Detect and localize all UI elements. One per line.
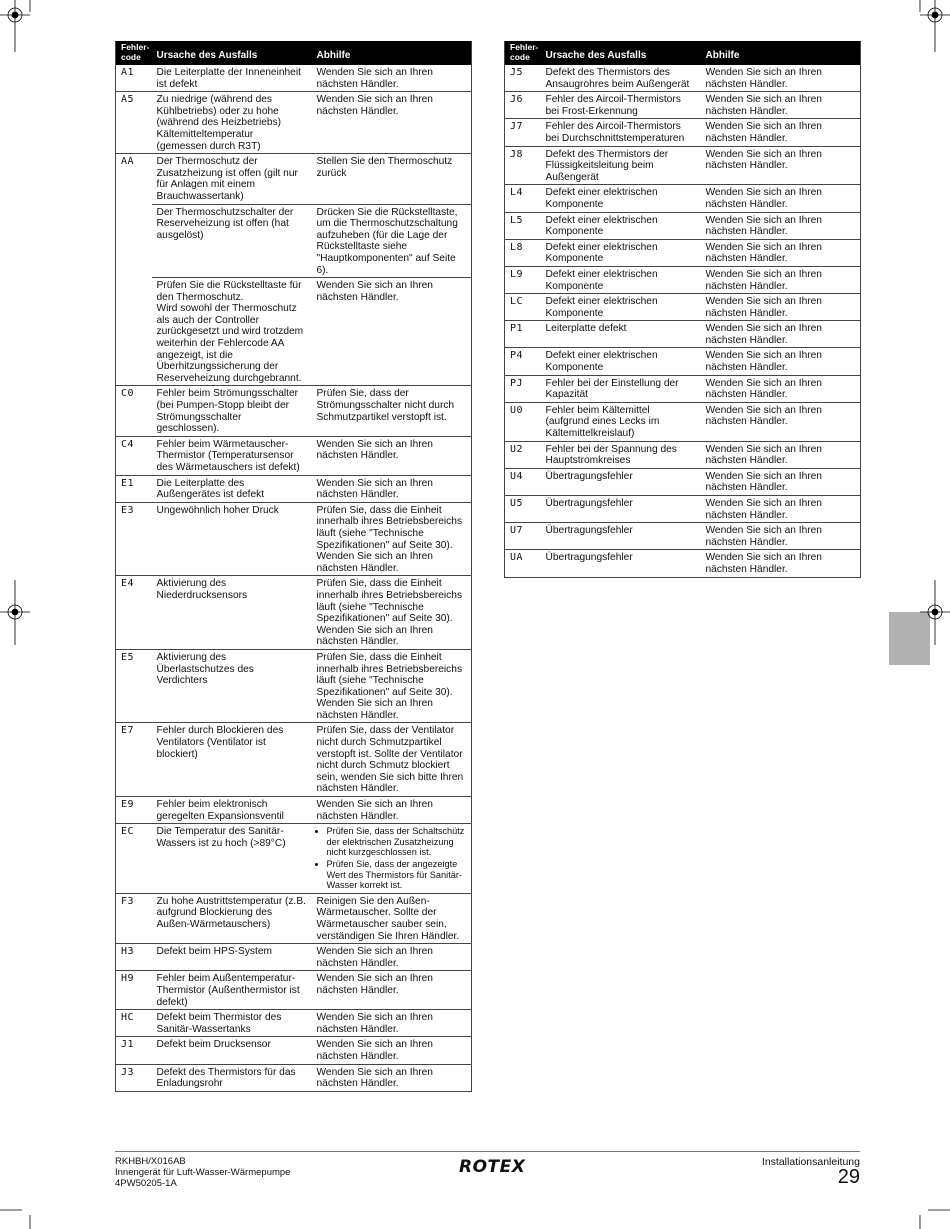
fault-code	[116, 204, 152, 278]
fault-remedy: Wenden Sie sich an Ihren nächsten Händler.	[312, 944, 472, 971]
fault-cause: Zu hohe Austrittstemperatur (z.B. aufgrund Blockierung des Außen-Wärmetauschers)	[152, 893, 312, 943]
fault-cause: Übertragungsfehler	[541, 550, 701, 577]
fault-code: E9	[116, 797, 152, 824]
fault-cause: Fehler beim Strömungsschalter (bei Pumpen-Stopp bleibt der Strömungsschalter geschlossen).	[152, 386, 312, 436]
fault-cause: Fehler beim elektronisch geregelten Expansionsventil	[152, 797, 312, 824]
fault-cause: Fehler bei der Spannung des Hauptstromkreises	[541, 441, 701, 468]
fault-remedy: Prüfen Sie, dass der Ventilator nicht durch Schmutzpartikel verstopft ist. Sollte der Ventilator nicht durch Schmutz blockiert sein, wenden Sie sich bitte Ihren nächsten Händler.	[312, 723, 472, 797]
fault-cause: Übertragungsfehler	[541, 523, 701, 550]
section-tab-marker	[889, 612, 930, 665]
header-code: Fehler- code	[116, 41, 152, 65]
fault-cause: Defekt einer elektrischen Komponente	[541, 239, 701, 266]
table-row	[116, 65, 472, 92]
table-row	[505, 348, 861, 375]
table-row	[505, 496, 861, 523]
fault-code: PJ	[505, 375, 541, 402]
fault-remedy: Reinigen Sie den Außen-Wärmetauscher. Sollte der Wärmetauscher sauber sein, verständigen Sie Ihren Händler.	[312, 893, 472, 943]
header-cause: Ursache des Ausfalls	[541, 41, 701, 65]
fault-code: P4	[505, 348, 541, 375]
fault-code: C4	[116, 436, 152, 475]
fault-remedy: Wenden Sie sich an Ihren nächsten Händler.	[312, 92, 472, 154]
fault-remedy: Wenden Sie sich an Ihren nächsten Händler.	[701, 375, 861, 402]
table-row	[505, 550, 861, 577]
fault-remedy: Wenden Sie sich an Ihren nächsten Händler.	[701, 119, 861, 146]
fault-code: E4	[116, 576, 152, 650]
fault-code: J5	[505, 65, 541, 92]
fault-code: U0	[505, 402, 541, 441]
footer-left	[115, 1156, 290, 1189]
table-row	[505, 375, 861, 402]
fault-remedy: Wenden Sie sich an Ihren nächsten Händler.	[701, 294, 861, 321]
table-row	[505, 92, 861, 119]
fault-cause: Leiterplatte defekt	[541, 321, 701, 348]
fault-remedy: Prüfen Sie, dass die Einheit innerhalb ihres Betriebsbereichs läuft (siehe "Technische Spezifikationen" auf Seite 30). Wenden Sie sich an Ihren nächsten Händler.	[312, 576, 472, 650]
fault-cause: Defekt des Thermistors des Ansaugrohres beim Außengerät	[541, 65, 701, 92]
fault-remedy: Wenden Sie sich an Ihren nächsten Händler.	[312, 65, 472, 92]
table-row	[116, 475, 472, 502]
fault-cause: Fehler des Aircoil-Thermistors bei Durchschnittstemperaturen	[541, 119, 701, 146]
fault-remedy: Wenden Sie sich an Ihren nächsten Händler.	[312, 475, 472, 502]
fault-table-right	[504, 41, 861, 578]
brand-logo: ROTEX	[459, 1157, 526, 1177]
table-row	[505, 146, 861, 185]
fault-remedy	[312, 824, 472, 894]
table-row	[505, 441, 861, 468]
fault-remedy: Wenden Sie sich an Ihren nächsten Händler.	[312, 1010, 472, 1037]
table-header-row	[116, 41, 472, 65]
table-row	[505, 119, 861, 146]
fault-remedy: Stellen Sie den Thermoschutz zurück	[312, 154, 472, 204]
fault-code: L4	[505, 185, 541, 212]
fault-cause: Defekt einer elektrischen Komponente	[541, 212, 701, 239]
fault-remedy: Wenden Sie sich an Ihren nächsten Händler.	[701, 468, 861, 495]
fault-cause: Aktivierung des Niederdrucksensors	[152, 576, 312, 650]
table-header-row	[505, 41, 861, 65]
fault-cause: Die Leiterplatte der Inneneinheit ist defekt	[152, 65, 312, 92]
fault-remedy: Wenden Sie sich an Ihren nächsten Händler.	[312, 797, 472, 824]
footer-product: Innengerät für Luft-Wasser-Wärmepumpe	[115, 1167, 291, 1178]
fault-table-left	[115, 41, 472, 1092]
fault-code: EC	[116, 824, 152, 894]
table-row	[116, 154, 472, 204]
table-row	[116, 944, 472, 971]
fault-cause: Defekt des Thermistors für das Enladungsrohr	[152, 1064, 312, 1091]
fault-cause: Fehler des Aircoil-Thermistors bei Frost-Erkennung	[541, 92, 701, 119]
footer-model: RKHBH/X016AB	[115, 1156, 186, 1167]
fault-code: P1	[505, 321, 541, 348]
fault-remedy: Wenden Sie sich an Ihren nächsten Händler.	[701, 212, 861, 239]
fault-remedy: Wenden Sie sich an Ihren nächsten Händler.	[312, 971, 472, 1010]
fault-code: U4	[505, 468, 541, 495]
table-row	[505, 523, 861, 550]
fault-code: H9	[116, 971, 152, 1010]
fault-cause: Übertragungsfehler	[541, 468, 701, 495]
fault-cause: Die Temperatur des Sanitär-Wassers ist zu hoch (>89°C)	[152, 824, 312, 894]
table-row	[116, 971, 472, 1010]
table-row	[505, 266, 861, 293]
header-code: Fehler- code	[505, 41, 541, 65]
table-row	[505, 212, 861, 239]
fault-remedy: Wenden Sie sich an Ihren nächsten Händler.	[701, 185, 861, 212]
fault-remedy: Wenden Sie sich an Ihren nächsten Händler.	[701, 266, 861, 293]
table-row	[505, 239, 861, 266]
fault-code: F3	[116, 893, 152, 943]
fault-cause: Zu niedrige (während des Kühlbetriebs) oder zu hohe (während des Heizbetriebs) Kältemitteltemperatur (gemessen durch R3T)	[152, 92, 312, 154]
fault-code: J3	[116, 1064, 152, 1091]
fault-code: UA	[505, 550, 541, 577]
fault-remedy: Prüfen Sie, dass die Einheit innerhalb ihres Betriebsbereichs läuft (siehe "Technische Spezifikationen" auf Seite 30). Wenden Sie sich an Ihren nächsten Händler.	[312, 502, 472, 576]
fault-cause: Übertragungsfehler	[541, 496, 701, 523]
fault-remedy: Wenden Sie sich an Ihren nächsten Händler.	[312, 436, 472, 475]
fault-code: J6	[505, 92, 541, 119]
footer-doc-number: 4PW50205-1A	[115, 1178, 177, 1189]
table-row	[116, 92, 472, 154]
table-row	[116, 278, 472, 386]
fault-cause: Defekt des Thermistors der Flüssigkeitsleitung beim Außengerät	[541, 146, 701, 185]
table-row	[116, 204, 472, 278]
remedy-list-item: • Prüfen Sie, dass der Schaltschütz der elektrischen Zusatzheizung nicht kurzgeschlossen ist.	[327, 826, 467, 858]
footer-manual-type: Installationsanleitung	[761, 1156, 860, 1168]
fault-cause: Fehler beim Außentemperatur-Thermistor (Außenthermistor ist defekt)	[152, 971, 312, 1010]
fault-cause: Defekt beim Thermistor des Sanitär-Wassertanks	[152, 1010, 312, 1037]
fault-cause: Defekt beim Drucksensor	[152, 1037, 312, 1064]
fault-remedy: Wenden Sie sich an Ihren nächsten Händler.	[312, 1037, 472, 1064]
fault-code: L8	[505, 239, 541, 266]
fault-code: E5	[116, 649, 152, 723]
fault-remedy: Wenden Sie sich an Ihren nächsten Händler.	[701, 348, 861, 375]
registration-mark-icon	[0, 580, 30, 645]
fault-remedy: Wenden Sie sich an Ihren nächsten Händler.	[701, 550, 861, 577]
fault-cause: Fehler beim Wärmetauscher-Thermistor (Temperatursensor des Wärmetauschers ist defekt)	[152, 436, 312, 475]
fault-remedy: Wenden Sie sich an Ihren nächsten Händler.	[312, 278, 472, 386]
fault-code: L9	[505, 266, 541, 293]
fault-code: H3	[116, 944, 152, 971]
fault-cause: Der Thermoschutzschalter der Reserveheizung ist offen (hat ausgelöst)	[152, 204, 312, 278]
table-row	[505, 185, 861, 212]
fault-cause: Defekt einer elektrischen Komponente	[541, 348, 701, 375]
table-row	[116, 1064, 472, 1091]
fault-code: E7	[116, 723, 152, 797]
fault-cause: Der Thermoschutz der Zusatzheizung ist offen (gilt nur für Anlagen mit einem Brauchwassertank)	[152, 154, 312, 204]
page-number: 29	[837, 1166, 860, 1188]
fault-cause: Fehler durch Blockieren des Ventilators (Ventilator ist blockiert)	[152, 723, 312, 797]
fault-remedy: Wenden Sie sich an Ihren nächsten Händler.	[701, 402, 861, 441]
fault-code: A5	[116, 92, 152, 154]
table-row	[116, 723, 472, 797]
header-remedy: Abhilfe	[701, 41, 861, 65]
table-row	[116, 797, 472, 824]
table-row	[116, 824, 472, 894]
fault-remedy: Wenden Sie sich an Ihren nächsten Händler.	[701, 92, 861, 119]
registration-mark-icon	[0, 0, 30, 52]
remedy-list-item: • Prüfen Sie, dass der angezeigte Wert des Thermistors für Sanitär-Wasser korrekt ist.	[327, 859, 467, 891]
fault-cause: Defekt beim HPS-System	[152, 944, 312, 971]
table-row	[116, 1010, 472, 1037]
fault-cause: Ungewöhnlich hoher Druck	[152, 502, 312, 576]
fault-remedy: Wenden Sie sich an Ihren nächsten Händler.	[701, 239, 861, 266]
fault-remedy: Drücken Sie die Rückstelltaste, um die Thermoschutzschaltung aufzuheben (für die Lage der Rückstelltaste siehe "Hauptkomponenten" auf Seite 6).	[312, 204, 472, 278]
table-row	[505, 402, 861, 441]
fault-code	[116, 278, 152, 386]
fault-remedy: Wenden Sie sich an Ihren nächsten Händler.	[701, 146, 861, 185]
fault-remedy: Wenden Sie sich an Ihren nächsten Händler.	[701, 523, 861, 550]
fault-cause: Defekt einer elektrischen Komponente	[541, 294, 701, 321]
fault-cause: Prüfen Sie die Rückstelltaste für den Thermoschutz. Wird sowohl der Thermoschutz als auch der Controller zurückgesetzt und wird trotzdem weiterhin der Fehlercode AA angezeigt, ist die Überhitzungssicherung der Reserveheizung durchgebrannt.	[152, 278, 312, 386]
table-row	[505, 294, 861, 321]
table-row	[116, 502, 472, 576]
fault-code: HC	[116, 1010, 152, 1037]
table-row	[505, 321, 861, 348]
fault-code: U2	[505, 441, 541, 468]
fault-code: LC	[505, 294, 541, 321]
registration-mark-icon	[920, 0, 950, 52]
table-row	[116, 576, 472, 650]
fault-code: U7	[505, 523, 541, 550]
fault-remedy: Prüfen Sie, dass die Einheit innerhalb ihres Betriebsbereichs läuft (siehe "Technische Spezifikationen" auf Seite 30). Wenden Sie sich an Ihren nächsten Händler.	[312, 649, 472, 723]
fault-remedy: Prüfen Sie, dass der Strömungsschalter nicht durch Schmutzpartikel verstopft ist.	[312, 386, 472, 436]
table-row	[116, 386, 472, 436]
table-row	[116, 436, 472, 475]
fault-remedy: Wenden Sie sich an Ihren nächsten Händler.	[312, 1064, 472, 1091]
fault-remedy: Wenden Sie sich an Ihren nächsten Händler.	[701, 65, 861, 92]
table-row	[505, 65, 861, 92]
table-row	[116, 1037, 472, 1064]
table-row	[116, 893, 472, 943]
header-remedy: Abhilfe	[312, 41, 472, 65]
fault-cause: Die Leiterplatte des Außengerätes ist defekt	[152, 475, 312, 502]
fault-code: J7	[505, 119, 541, 146]
fault-code: C0	[116, 386, 152, 436]
fault-code: J8	[505, 146, 541, 185]
fault-cause: Defekt einer elektrischen Komponente	[541, 185, 701, 212]
fault-cause: Fehler bei der Einstellung der Kapazität	[541, 375, 701, 402]
fault-code: J1	[116, 1037, 152, 1064]
fault-remedy: Wenden Sie sich an Ihren nächsten Händler.	[701, 321, 861, 348]
fault-code: E1	[116, 475, 152, 502]
fault-code: U5	[505, 496, 541, 523]
fault-code: E3	[116, 502, 152, 576]
table-row	[505, 468, 861, 495]
fault-code: AA	[121, 156, 135, 168]
remedy-list	[317, 826, 467, 891]
table-row	[116, 649, 472, 723]
footer-divider	[115, 1151, 860, 1152]
fault-code: A1	[116, 65, 152, 92]
fault-code: L5	[505, 212, 541, 239]
fault-cause: Defekt einer elektrischen Komponente	[541, 266, 701, 293]
fault-remedy: Wenden Sie sich an Ihren nächsten Händler.	[701, 441, 861, 468]
header-cause: Ursache des Ausfalls	[152, 41, 312, 65]
fault-remedy: Wenden Sie sich an Ihren nächsten Händler.	[701, 496, 861, 523]
fault-cause: Fehler beim Kältemittel (aufgrund eines Lecks im Kältemittelkreislauf)	[541, 402, 701, 441]
fault-cause: Aktivierung des Überlastschutzes des Verdichters	[152, 649, 312, 723]
